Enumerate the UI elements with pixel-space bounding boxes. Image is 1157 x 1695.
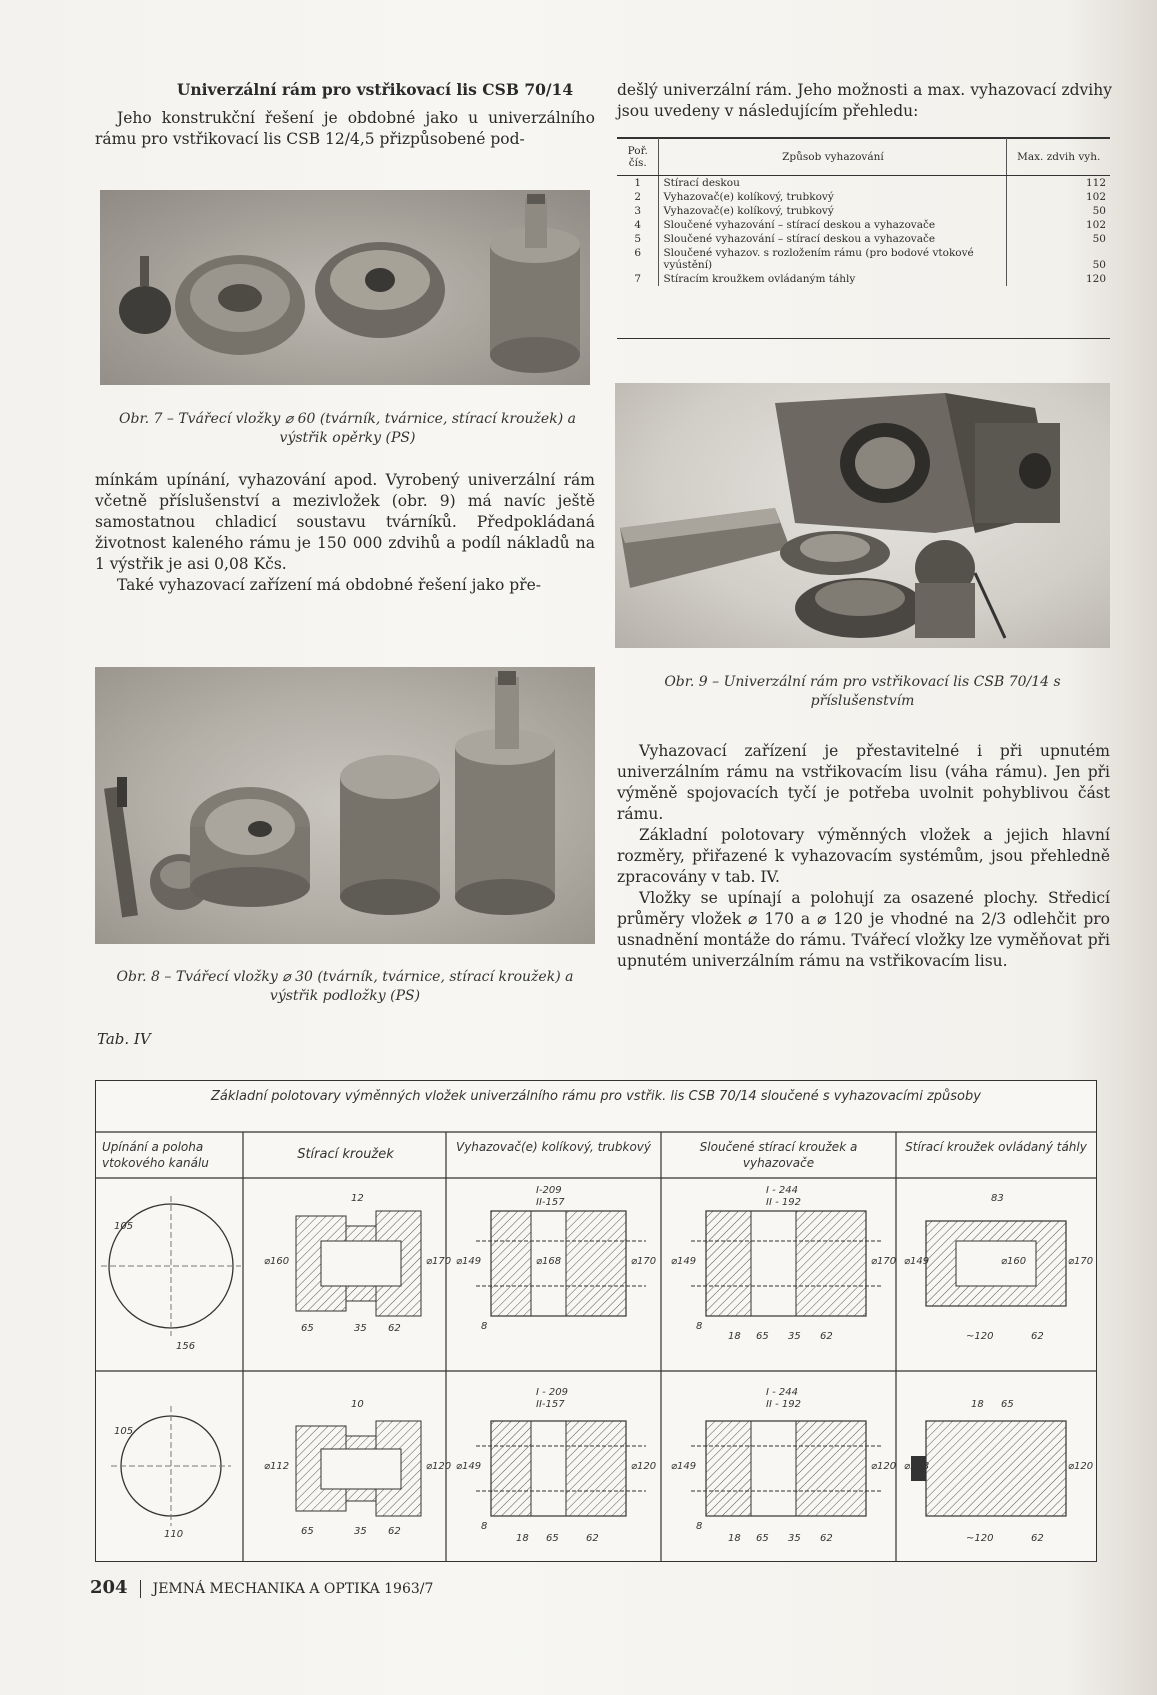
dim-r1c3-e: ⌀170 xyxy=(631,1256,657,1267)
dim-r1c5-b: ⌀149 xyxy=(904,1256,930,1267)
dim-r2c2-c: ⌀120 xyxy=(426,1461,452,1472)
dim-r2c3-d: ⌀120 xyxy=(631,1461,657,1472)
photo-fig9 xyxy=(615,383,1110,648)
th-order: Poř. čís. xyxy=(617,139,659,176)
ejector-table-row xyxy=(617,190,1110,204)
th-method: Způsob vyhazování xyxy=(659,139,1007,176)
col-header-4: Sloučené stírací kroužek a vyhazovače xyxy=(699,1140,858,1170)
dim-r2c3-a: I - 209 xyxy=(536,1387,569,1398)
dim-r2c2-e: 35 xyxy=(354,1526,367,1537)
dim-r2c4-e: 8 xyxy=(696,1521,703,1532)
dim-r1c3-d: ⌀168 xyxy=(536,1256,562,1267)
row-stroke: 50 xyxy=(1092,233,1106,245)
dim-r2c5-d: ⌀120 xyxy=(1068,1461,1094,1472)
row-method: Vyhazovač(e) kolíkový, trubkový xyxy=(659,190,1007,204)
left-body: mínkám upínání, vyhazování apod. Vyrobený univerzální rám včetně příslušenství a mezivložek (obr. 9) má navíc ještě samostatnou chladicí soustavu tvárníků. Předpokládaná životnost kaleného rámu je 150 000 zdvihů a podíl nákladů na 1 výstřik je asi 0,08 Kčs. Také vyhazovací zařízení má obdobné řešení jako pře- xyxy=(95,471,595,594)
dim-r1c4-e: 8 xyxy=(696,1321,703,1332)
dim-r1c2-b: ⌀160 xyxy=(264,1256,290,1267)
col-header-1: Upínání a poloha vtokového kanálu xyxy=(102,1140,209,1170)
dim-r1c4-h: 35 xyxy=(788,1331,801,1342)
dim-r1c3-c: ⌀149 xyxy=(456,1256,482,1267)
ejector-table-row xyxy=(617,218,1110,232)
dim-r1c3-f: 8 xyxy=(481,1321,488,1332)
dim-r2c3-c: ⌀149 xyxy=(456,1461,482,1472)
left-intro: Jeho konstrukční řešení je obdobné jako u univerzálního rámu pro vstřikovací lis CSB 12/4,5 přizpůsobené pod- xyxy=(95,109,595,148)
ejector-table-body xyxy=(617,176,1110,287)
row-method: Sloučené vyhazování – stírací deskou a vyhazovače xyxy=(659,232,1007,246)
dim-r2c4-c: ⌀149 xyxy=(671,1461,697,1472)
drawing-title: Základní polotovary výměnných vložek univerzálního rámu pro vstřik. lis CSB 70/14 sloučené s vyhazovacími způsoby xyxy=(211,1089,981,1104)
dim-r2c2-a: 10 xyxy=(351,1399,364,1410)
dim-r1c4-g: 65 xyxy=(756,1331,769,1342)
dim-r1c4-d: ⌀170 xyxy=(871,1256,897,1267)
row-order: 5 xyxy=(617,232,659,246)
dim-r2c5-a: 18 xyxy=(971,1399,984,1410)
row-method: Stírací deskou xyxy=(659,176,1007,191)
dim-r2c5-c: ⌀168 xyxy=(904,1461,930,1472)
dim-r2c5-b: 65 xyxy=(1001,1399,1014,1410)
col-header-3: Vyhazovač(e) kolíkový, trubkový xyxy=(455,1140,652,1154)
ejector-table-row xyxy=(617,246,1110,272)
fig9-caption: Obr. 9 – Univerzální rám pro vstřikovací lis CSB 70/14 s příslušenstvím xyxy=(664,674,1061,709)
row-order: 6 xyxy=(617,246,659,272)
row-stroke: 50 xyxy=(1092,205,1106,217)
dim-r1c5-d: ⌀170 xyxy=(1068,1256,1094,1267)
row-order: 2 xyxy=(617,190,659,204)
row-order: 3 xyxy=(617,204,659,218)
dim-r2c3-e: 8 xyxy=(481,1521,488,1532)
dim-r1c3-a: I-209 xyxy=(536,1185,562,1196)
dim-r1c2-d: 65 xyxy=(301,1323,314,1334)
row-order: 7 xyxy=(617,272,659,286)
row-stroke: 112 xyxy=(1085,177,1106,189)
ejector-table xyxy=(617,138,1110,286)
col-header-2: Stírací kroužek xyxy=(297,1147,394,1162)
th-stroke: Max. zdvih vyh. xyxy=(1007,139,1110,176)
photo-fig8 xyxy=(95,667,595,944)
dim-r1c2-a: 12 xyxy=(351,1193,364,1204)
ejector-table-row xyxy=(617,204,1110,218)
dim-r2c2-f: 62 xyxy=(388,1526,401,1537)
dim-r1c2-c: ⌀170 xyxy=(426,1256,452,1267)
fig8-caption: Obr. 8 – Tvářecí vložky ⌀ 30 (tvárník, tvárnice, stírací kroužek) a výstřik podložky (PS) xyxy=(116,969,574,1004)
right-intro: dešlý univerzální rám. Jeho možnosti a max. vyhazovací zdvihy jsou uvedeny v následujícím přehledu: xyxy=(617,81,1112,120)
row-method: Sloučené vyhazov. s rozložením rámu (pro bodové vtokové vyústění) xyxy=(659,246,1007,272)
footer-separator xyxy=(140,1580,141,1598)
dim-r2c2-b: ⌀112 xyxy=(264,1461,290,1472)
ejector-table-row xyxy=(617,176,1110,191)
row-stroke: 120 xyxy=(1085,273,1106,285)
dim-r2c4-f: 18 xyxy=(728,1533,741,1544)
dim-r2c4-d: ⌀120 xyxy=(871,1461,897,1472)
dim-r1c1-b: 156 xyxy=(176,1341,196,1352)
ejector-table-row xyxy=(617,272,1110,286)
dim-r1c2-f: 62 xyxy=(388,1323,401,1334)
article-heading: Univerzální rám pro vstřikovací lis CSB 70/14 xyxy=(176,80,574,99)
dim-r2c4-i: 62 xyxy=(820,1533,833,1544)
dim-r2c3-b: II-157 xyxy=(536,1399,565,1410)
row-stroke: 102 xyxy=(1085,191,1106,203)
page-number: 204 xyxy=(90,1577,128,1598)
dim-r1c4-f: 18 xyxy=(728,1331,741,1342)
table-label: Tab. IV xyxy=(97,1030,151,1048)
ejector-table-box xyxy=(617,137,1110,339)
dim-r2c3-g: 65 xyxy=(546,1533,559,1544)
dim-r1c4-i: 62 xyxy=(820,1331,833,1342)
row-order: 1 xyxy=(617,176,659,191)
dim-r1c4-c: ⌀149 xyxy=(671,1256,697,1267)
technical-drawing xyxy=(95,1080,1097,1562)
dim-r1c5-e: ~120 xyxy=(966,1331,994,1342)
dim-r2c1-a: 105 xyxy=(114,1426,134,1437)
dim-r1c3-b: II-157 xyxy=(536,1197,565,1208)
row-stroke: 102 xyxy=(1085,219,1106,231)
photo-fig7 xyxy=(100,190,590,385)
journal-name: JEMNÁ MECHANIKA A OPTIKA 1963/7 xyxy=(152,1581,434,1597)
row-stroke: 50 xyxy=(1092,259,1106,271)
dim-r1c4-b: II - 192 xyxy=(766,1197,801,1208)
dim-r1c5-a: 83 xyxy=(991,1193,1004,1204)
dim-r2c3-h: 62 xyxy=(586,1533,599,1544)
col-header-5: Stírací kroužek ovládaný táhly xyxy=(905,1140,1087,1154)
ejector-table-row xyxy=(617,232,1110,246)
dim-r2c5-f: 62 xyxy=(1031,1533,1044,1544)
dim-r2c1-b: 110 xyxy=(164,1529,184,1540)
row-method: Stíracím kroužkem ovládaným táhly xyxy=(659,272,1007,286)
dim-r1c4-a: I - 244 xyxy=(766,1185,799,1196)
dim-r2c4-b: II - 192 xyxy=(766,1399,801,1410)
fig7-caption: Obr. 7 – Tvářecí vložky ⌀ 60 (tvárník, tvárnice, stírací kroužek) a výstřik opěrky (PS) xyxy=(119,411,576,446)
right-body: Vyhazovací zařízení je přestavitelné i při upnutém univerzálním rámu na vstřikovacím lisu (váha rámu). Jen při výměně spojovacích tyčí je potřeba uvolnit pohyblivou část rámu. Základní polotovary výměnných vložek a jejich hlavní rozměry, přiřazené k vyhazovacím systémům, jsou přehledně zpracovány v tab. IV. Vložky se upínají a polohují za osazené plochy. Středicí průměry vložek ⌀ 170 a ⌀ 120 je vhodné na 2/3 odlehčit pro usnadnění montáže do rámu. Tvářecí vložky lze vyměňovat při upnutém univerzálním rámu na vstřikovacím lisu. xyxy=(617,742,1110,970)
row-method: Vyhazovač(e) kolíkový, trubkový xyxy=(659,204,1007,218)
dim-r2c4-h: 35 xyxy=(788,1533,801,1544)
dim-r2c4-a: I - 244 xyxy=(766,1387,799,1398)
dim-r1c5-c: ⌀160 xyxy=(1001,1256,1027,1267)
row-order: 4 xyxy=(617,218,659,232)
dim-r2c2-d: 65 xyxy=(301,1526,314,1537)
dim-r1c1-a: 105 xyxy=(114,1221,134,1232)
dim-r2c4-g: 65 xyxy=(756,1533,769,1544)
dim-r1c2-e: 35 xyxy=(354,1323,367,1334)
dim-r2c5-e: ~120 xyxy=(966,1533,994,1544)
row-method: Sloučené vyhazování – stírací deskou a vyhazovače xyxy=(659,218,1007,232)
dim-r2c3-f: 18 xyxy=(516,1533,529,1544)
dim-r1c5-f: 62 xyxy=(1031,1331,1044,1342)
page-footer xyxy=(90,1577,433,1598)
